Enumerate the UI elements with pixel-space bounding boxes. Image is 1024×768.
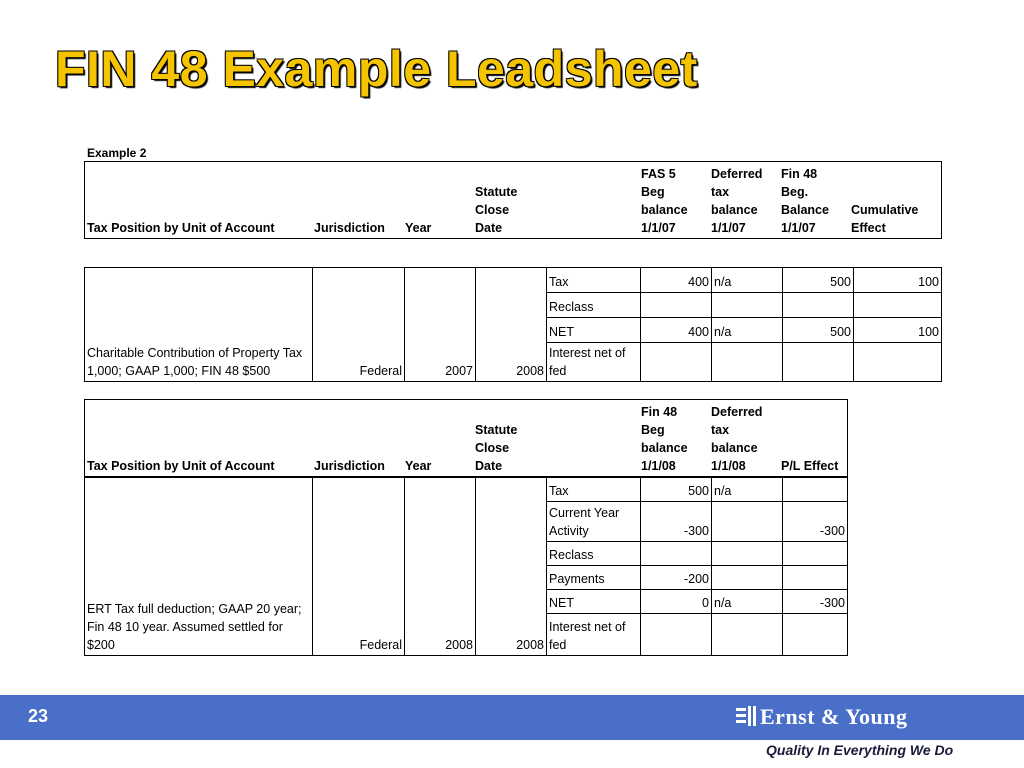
- t1-statute: 2008: [476, 268, 547, 382]
- t1-year: 2007: [405, 268, 476, 382]
- t2-row-fin48: [641, 614, 712, 656]
- t2-h-position: Tax Position by Unit of Account: [87, 459, 275, 473]
- t1-h-fin48-4: 1/1/07: [781, 221, 816, 235]
- t1-h-cumulative-label: Cumulative Effect: [851, 203, 919, 235]
- t1-h-fas5: [639, 162, 709, 239]
- t1-h-deferred-1: Deferred: [711, 167, 763, 181]
- t2-h-statute-1: Statute: [475, 423, 518, 437]
- t1-row-label: Interest net of fed: [547, 343, 641, 382]
- table2-header: [84, 399, 848, 477]
- t2-row-fin48: -300: [641, 502, 712, 542]
- t2-h-statute: [473, 400, 639, 477]
- t1-h-cumulative: [849, 162, 942, 239]
- t2-row-pl: [783, 614, 848, 656]
- tagline: Quality In Everything We Do: [766, 742, 954, 758]
- t1-h-fin48-3: Balance: [781, 203, 829, 217]
- t1-row-fas5: 400: [641, 318, 712, 343]
- t2-h-fin48-4: 1/1/08: [641, 459, 676, 473]
- t1-h-statute: [473, 162, 639, 239]
- t1-row-fin48: [783, 343, 854, 382]
- t2-h-deferred-4: 1/1/08: [711, 459, 746, 473]
- slide-title: FIN 48 Example Leadsheet: [55, 41, 698, 97]
- t2-h-jurisdiction: Jurisdiction: [314, 459, 385, 473]
- t1-position: Charitable Contribution of Property Tax 1,000; GAAP 1,000; FIN 48 $500: [85, 268, 313, 382]
- t2-row-label: Reclass: [547, 542, 641, 566]
- t2-h-deferred-1: Deferred: [711, 405, 763, 419]
- t1-h-fas5-3: balance: [641, 203, 688, 217]
- t2-row-label: Tax: [547, 478, 641, 502]
- t2-h-fin48-1: Fin 48: [641, 405, 678, 419]
- t2-row-fin48: -200: [641, 566, 712, 590]
- t1-row-label: Reclass: [547, 293, 641, 318]
- t1-h-statute-3: Date: [475, 221, 503, 235]
- t2-year: 2008: [405, 478, 476, 656]
- t1-h-position: Tax Position by Unit of Account: [87, 221, 275, 235]
- t2-h-statute-3: Date: [475, 459, 503, 473]
- t1-row-cumulative: [854, 293, 942, 318]
- t2-h-statute-2: Close: [475, 441, 510, 455]
- t2-row-pl: -300: [783, 502, 848, 542]
- t2-row-pl: [783, 566, 848, 590]
- ey-logo-icon: [736, 706, 758, 728]
- t2-h-fin48: [639, 400, 709, 477]
- t2-h-year: Year: [405, 459, 432, 473]
- t1-h-fas5-2: Beg: [641, 185, 665, 199]
- t1-row-cumulative: 100: [854, 318, 942, 343]
- t1-h-statute-2: Close: [475, 203, 510, 217]
- t2-row-fin48: 0: [641, 590, 712, 614]
- t1-row-deferred: n/a: [712, 318, 783, 343]
- t2-h-fin48-2: Beg: [641, 423, 665, 437]
- t1-h-year: Year: [405, 221, 432, 235]
- t2-row-deferred: [712, 566, 783, 590]
- t1-row-fin48: 500: [783, 318, 854, 343]
- page-number: 23: [28, 706, 49, 726]
- t1-row-fas5: [641, 343, 712, 382]
- t1-h-deferred: [709, 162, 779, 239]
- t2-statute: 2008: [476, 478, 547, 656]
- t2-row-deferred: [712, 502, 783, 542]
- t2-row-label: Payments: [547, 566, 641, 590]
- t2-jurisdiction: Federal: [313, 478, 405, 656]
- t1-h-deferred-4: 1/1/07: [711, 221, 746, 235]
- t2-row-pl: [783, 542, 848, 566]
- t1-h-fin48: [779, 162, 849, 239]
- example-caption: Example 2: [87, 146, 147, 160]
- t1-h-fin48-2: Beg.: [781, 185, 809, 199]
- t2-row-label: Current Year Activity: [547, 502, 641, 542]
- table2-body: [84, 477, 848, 656]
- t2-h-fin48-3: balance: [641, 441, 688, 455]
- t1-h-deferred-2: tax: [711, 185, 730, 199]
- t1-row-label: Tax: [547, 268, 641, 293]
- t1-jurisdiction: Federal: [313, 268, 405, 382]
- t1-row-deferred: [712, 343, 783, 382]
- t2-row-pl: [783, 478, 848, 502]
- t2-row-deferred: n/a: [712, 478, 783, 502]
- t2-h-deferred-2: tax: [711, 423, 730, 437]
- table1-header: [84, 161, 942, 239]
- table1-body: [84, 267, 942, 382]
- t1-row-label: NET: [547, 318, 641, 343]
- t2-row-fin48: 500: [641, 478, 712, 502]
- t1-h-fin48-1: Fin 48: [781, 167, 818, 181]
- t2-h-pl: P/L Effect: [781, 459, 839, 473]
- t1-h-fas5-1: FAS 5: [641, 167, 676, 181]
- t1-h-statute-1: Statute: [475, 185, 518, 199]
- t2-h-deferred-3: balance: [711, 441, 758, 455]
- t1-row-fas5: 400: [641, 268, 712, 293]
- t2-row-label: Interest net of fed: [547, 614, 641, 656]
- t1-h-jurisdiction: Jurisdiction: [314, 221, 385, 235]
- brand-name: Ernst & Young: [760, 704, 908, 729]
- t1-row-deferred: n/a: [712, 268, 783, 293]
- t1-row-fin48: 500: [783, 268, 854, 293]
- t2-row-pl: -300: [783, 590, 848, 614]
- t2-position: ERT Tax full deduction; GAAP 20 year; Fin 48 10 year. Assumed settled for $200: [85, 478, 313, 656]
- t1-row-cumulative: [854, 343, 942, 382]
- t1-row-fin48: [783, 293, 854, 318]
- t2-row-fin48: [641, 542, 712, 566]
- t1-h-fas5-4: 1/1/07: [641, 221, 676, 235]
- t1-h-deferred-3: balance: [711, 203, 758, 217]
- t2-row-deferred: [712, 614, 783, 656]
- t2-row-label: NET: [547, 590, 641, 614]
- t1-row-cumulative: 100: [854, 268, 942, 293]
- t2-h-deferred: [709, 400, 779, 477]
- t2-row-deferred: n/a: [712, 590, 783, 614]
- t2-row-deferred: [712, 542, 783, 566]
- t1-row-fas5: [641, 293, 712, 318]
- t1-row-deferred: [712, 293, 783, 318]
